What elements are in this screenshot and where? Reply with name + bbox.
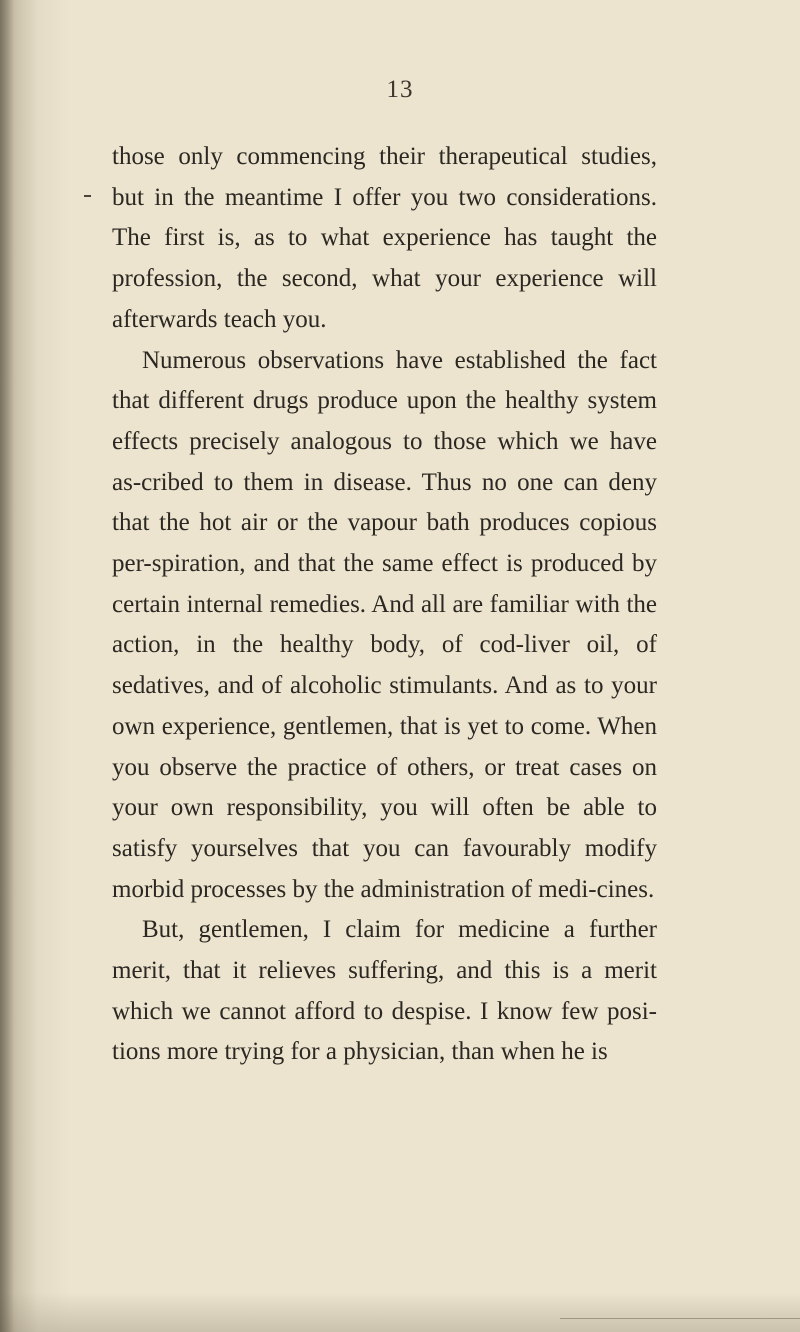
paragraph-1: those only commencing their therapeutical studies, but in the meantime I offer you two considerations. The first is, as to what experience has taught the profession, the second, what your experience will afterwards teach you. [112, 143, 657, 333]
paragraph-2: Numerous observations have established the fact that different drugs produce upon the healthy system effects precisely analogous to those which we have as-cribed to them in disease. Thus no one can deny that the hot air or the vapour bath produces copious per-spiration, and that the same effect is produced by certain internal remedies. And all are familiar with the action, in the healthy body, of cod-liver oil, of sedatives, and of alcoholic stimulants. And as to your own experience, gentlemen, that is yet to come. When you observe the practice of others, or treat cases on your own responsibility, you will often be able to satisfy yourselves that you can favourably modify morbid processes by the administration of medi-cines. [112, 346, 657, 903]
paragraph-3: But, gentlemen, I claim for medicine a further merit, that it relieves suffering, and this is a merit which we cannot afford to despise. I know few posi-tions more trying for a physician, than when he is [112, 916, 657, 1066]
body-text [112, 137, 657, 1073]
binding-shadow [0, 0, 14, 1332]
page-number: 13 [386, 76, 414, 103]
page-edge-line [560, 1318, 800, 1319]
margin-mark [84, 195, 91, 197]
